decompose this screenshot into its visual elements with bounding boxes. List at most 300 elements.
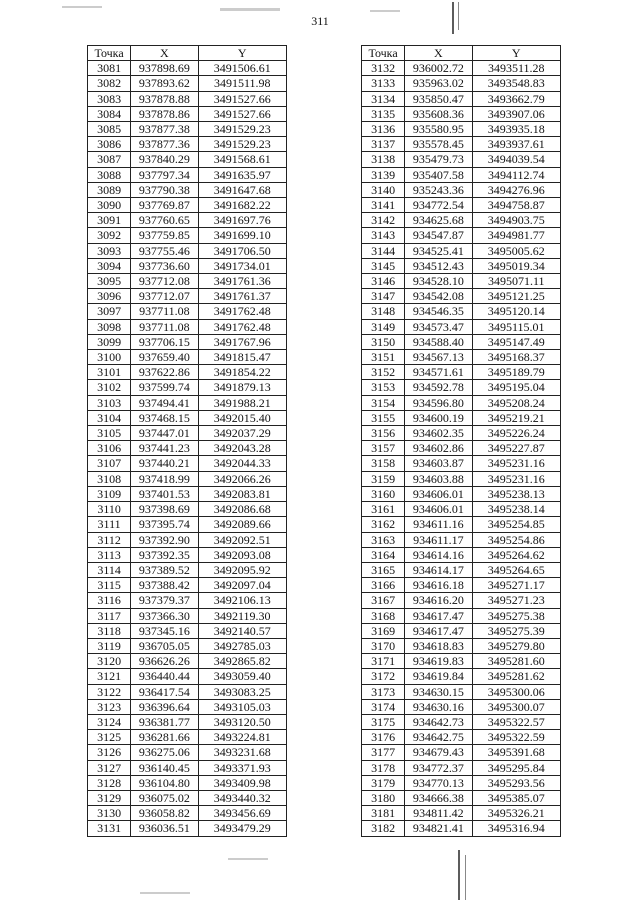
y-cell: 3494276.96: [472, 182, 560, 197]
table-row: [88, 654, 287, 669]
y-cell: 3495264.62: [472, 547, 560, 562]
table-row: [362, 122, 561, 137]
x-cell: 936002.72: [405, 61, 472, 76]
table-row: [88, 122, 287, 137]
y-cell: 3491762.48: [198, 319, 286, 334]
point-cell: 3090: [88, 198, 131, 213]
point-cell: 3159: [362, 471, 405, 486]
point-cell: 3146: [362, 274, 405, 289]
table-row: [88, 608, 287, 623]
y-cell: 3492865.82: [198, 654, 286, 669]
table-row: [362, 334, 561, 349]
x-cell: 935850.47: [405, 91, 472, 106]
y-cell: 3493409.98: [198, 775, 286, 790]
table-row: [88, 426, 287, 441]
table-row: [362, 76, 561, 91]
point-cell: 3148: [362, 304, 405, 319]
header-x: X: [131, 46, 198, 61]
y-cell: 3494903.75: [472, 213, 560, 228]
table-row: [88, 502, 287, 517]
x-cell: 934616.20: [405, 593, 472, 608]
x-cell: 934603.87: [405, 456, 472, 471]
y-cell: 3491568.61: [198, 152, 286, 167]
table-row: [362, 274, 561, 289]
x-cell: 934811.42: [405, 806, 472, 821]
y-cell: 3493440.32: [198, 790, 286, 805]
x-cell: 934600.19: [405, 410, 472, 425]
table-row: [362, 380, 561, 395]
y-cell: 3493937.61: [472, 137, 560, 152]
point-cell: 3147: [362, 289, 405, 304]
point-cell: 3083: [88, 91, 131, 106]
y-cell: 3492044.33: [198, 456, 286, 471]
y-cell: 3492095.92: [198, 562, 286, 577]
table-row: [88, 517, 287, 532]
point-cell: 3149: [362, 319, 405, 334]
y-cell: 3491761.36: [198, 274, 286, 289]
x-cell: 937755.46: [131, 243, 198, 258]
scan-artifact-bottom: [228, 858, 268, 860]
table-row: [88, 441, 287, 456]
y-cell: 3494112.74: [472, 167, 560, 182]
table-row: [88, 790, 287, 805]
point-cell: 3144: [362, 243, 405, 258]
table-row: [362, 213, 561, 228]
point-cell: 3131: [88, 821, 131, 836]
y-cell: 3491511.98: [198, 76, 286, 91]
y-cell: 3495189.79: [472, 365, 560, 380]
table-row: [88, 821, 287, 836]
x-cell: 934666.38: [405, 790, 472, 805]
y-cell: 3495005.62: [472, 243, 560, 258]
x-cell: 937392.35: [131, 547, 198, 562]
y-cell: 3495281.62: [472, 669, 560, 684]
point-cell: 3100: [88, 350, 131, 365]
x-cell: 937840.29: [131, 152, 198, 167]
point-cell: 3108: [88, 471, 131, 486]
x-cell: 935479.73: [405, 152, 472, 167]
point-cell: 3168: [362, 608, 405, 623]
table-row: [362, 517, 561, 532]
y-cell: 3495264.65: [472, 562, 560, 577]
point-cell: 3158: [362, 456, 405, 471]
y-cell: 3492119.30: [198, 608, 286, 623]
table-row: [88, 760, 287, 775]
y-cell: 3494758.87: [472, 198, 560, 213]
page-number: 311: [311, 14, 329, 28]
point-cell: 3152: [362, 365, 405, 380]
x-cell: 937622.86: [131, 365, 198, 380]
x-cell: 934573.47: [405, 319, 472, 334]
coordinates-table-left: [87, 45, 287, 837]
point-cell: 3133: [362, 76, 405, 91]
table-row: [88, 623, 287, 638]
x-cell: 937790.38: [131, 182, 198, 197]
point-cell: 3143: [362, 228, 405, 243]
y-cell: 3491647.68: [198, 182, 286, 197]
point-cell: 3110: [88, 502, 131, 517]
table-row: [362, 441, 561, 456]
table-row: [362, 410, 561, 425]
table-row: [362, 365, 561, 380]
x-cell: 934772.54: [405, 198, 472, 213]
y-cell: 3491697.76: [198, 213, 286, 228]
point-cell: 3086: [88, 137, 131, 152]
x-cell: 937736.60: [131, 258, 198, 273]
table-row: [88, 410, 287, 425]
y-cell: 3491529.23: [198, 122, 286, 137]
x-cell: 934770.13: [405, 775, 472, 790]
table-row: [88, 456, 287, 471]
y-cell: 3491879.13: [198, 380, 286, 395]
point-cell: 3119: [88, 638, 131, 653]
y-cell: 3495322.57: [472, 714, 560, 729]
y-cell: 3495316.94: [472, 821, 560, 836]
point-cell: 3182: [362, 821, 405, 836]
header-y: Y: [472, 46, 560, 61]
y-cell: 3491699.10: [198, 228, 286, 243]
point-cell: 3150: [362, 334, 405, 349]
table-row: [362, 61, 561, 76]
y-cell: 3495275.38: [472, 608, 560, 623]
y-cell: 3491815.47: [198, 350, 286, 365]
x-cell: 934611.16: [405, 517, 472, 532]
x-cell: 934772.37: [405, 760, 472, 775]
point-cell: 3111: [88, 517, 131, 532]
point-cell: 3093: [88, 243, 131, 258]
table-row: [362, 821, 561, 836]
point-cell: 3154: [362, 395, 405, 410]
table-row: [362, 198, 561, 213]
point-cell: 3098: [88, 319, 131, 334]
point-cell: 3106: [88, 441, 131, 456]
point-cell: 3175: [362, 714, 405, 729]
x-cell: 937759.85: [131, 228, 198, 243]
x-cell: 937877.38: [131, 122, 198, 137]
y-cell: 3494039.54: [472, 152, 560, 167]
table-row: [362, 471, 561, 486]
y-cell: 3491988.21: [198, 395, 286, 410]
y-cell: 3495275.39: [472, 623, 560, 638]
point-cell: 3094: [88, 258, 131, 273]
y-cell: 3491761.37: [198, 289, 286, 304]
point-cell: 3084: [88, 106, 131, 121]
point-cell: 3174: [362, 699, 405, 714]
y-cell: 3492015.40: [198, 410, 286, 425]
point-cell: 3137: [362, 137, 405, 152]
y-cell: 3493120.50: [198, 714, 286, 729]
table-row: [88, 547, 287, 562]
y-cell: 3492089.66: [198, 517, 286, 532]
y-cell: 3493059.40: [198, 669, 286, 684]
table-row: [362, 289, 561, 304]
x-cell: 936104.80: [131, 775, 198, 790]
x-cell: 936381.77: [131, 714, 198, 729]
x-cell: 936075.02: [131, 790, 198, 805]
point-cell: 3117: [88, 608, 131, 623]
y-cell: 3495208.24: [472, 395, 560, 410]
x-cell: 934618.83: [405, 638, 472, 653]
x-cell: 934547.87: [405, 228, 472, 243]
point-cell: 3082: [88, 76, 131, 91]
y-cell: 3495231.16: [472, 456, 560, 471]
point-cell: 3142: [362, 213, 405, 228]
point-cell: 3122: [88, 684, 131, 699]
table-row: [88, 684, 287, 699]
point-cell: 3135: [362, 106, 405, 121]
x-cell: 937388.42: [131, 578, 198, 593]
x-cell: 934821.41: [405, 821, 472, 836]
point-cell: 3097: [88, 304, 131, 319]
table-row: [88, 714, 287, 729]
point-cell: 3161: [362, 502, 405, 517]
table-row: [362, 426, 561, 441]
point-cell: 3095: [88, 274, 131, 289]
table-row: [88, 638, 287, 653]
x-cell: 934528.10: [405, 274, 472, 289]
point-cell: 3179: [362, 775, 405, 790]
x-cell: 937395.74: [131, 517, 198, 532]
table-row: [362, 638, 561, 653]
x-cell: 937440.21: [131, 456, 198, 471]
x-cell: 936396.64: [131, 699, 198, 714]
table-row: [362, 350, 561, 365]
table-row: [362, 182, 561, 197]
table-row: [362, 608, 561, 623]
point-cell: 3124: [88, 714, 131, 729]
y-cell: 3491682.22: [198, 198, 286, 213]
point-cell: 3165: [362, 562, 405, 577]
x-cell: 937468.15: [131, 410, 198, 425]
x-cell: 936140.45: [131, 760, 198, 775]
x-cell: 934571.61: [405, 365, 472, 380]
y-cell: 3495238.13: [472, 486, 560, 501]
y-cell: 3493662.79: [472, 91, 560, 106]
point-cell: 3177: [362, 745, 405, 760]
y-cell: 3495231.16: [472, 471, 560, 486]
y-cell: 3493456.69: [198, 806, 286, 821]
x-cell: 934630.16: [405, 699, 472, 714]
point-cell: 3160: [362, 486, 405, 501]
x-cell: 935243.36: [405, 182, 472, 197]
y-cell: 3493511.28: [472, 61, 560, 76]
x-cell: 934619.84: [405, 669, 472, 684]
table-row: [88, 562, 287, 577]
point-cell: 3145: [362, 258, 405, 273]
point-cell: 3104: [88, 410, 131, 425]
table-row: [88, 380, 287, 395]
point-cell: 3102: [88, 380, 131, 395]
x-cell: 936281.66: [131, 730, 198, 745]
y-cell: 3491506.61: [198, 61, 286, 76]
binding-line-bottom: [458, 850, 460, 900]
x-cell: 937345.16: [131, 623, 198, 638]
table-row: [362, 775, 561, 790]
y-cell: 3495120.14: [472, 304, 560, 319]
x-cell: 937401.53: [131, 486, 198, 501]
point-cell: 3116: [88, 593, 131, 608]
header-y: Y: [198, 46, 286, 61]
x-cell: 937494.41: [131, 395, 198, 410]
table-row: [88, 198, 287, 213]
point-cell: 3127: [88, 760, 131, 775]
table-row: [88, 167, 287, 182]
table-row: [88, 152, 287, 167]
y-cell: 3493479.29: [198, 821, 286, 836]
point-cell: 3139: [362, 167, 405, 182]
x-cell: 934679.43: [405, 745, 472, 760]
table-row: [362, 319, 561, 334]
x-cell: 934630.15: [405, 684, 472, 699]
table-row: [88, 350, 287, 365]
x-cell: 937599.74: [131, 380, 198, 395]
scan-artifact-top-left: [62, 6, 102, 8]
y-cell: 3492093.08: [198, 547, 286, 562]
y-cell: 3492086.68: [198, 502, 286, 517]
x-cell: 937366.30: [131, 608, 198, 623]
table-row: [88, 806, 287, 821]
point-cell: 3141: [362, 198, 405, 213]
y-cell: 3492140.57: [198, 623, 286, 638]
y-cell: 3495226.24: [472, 426, 560, 441]
table-row: [88, 182, 287, 197]
point-cell: 3109: [88, 486, 131, 501]
point-cell: 3153: [362, 380, 405, 395]
y-cell: 3495168.37: [472, 350, 560, 365]
x-cell: 934642.73: [405, 714, 472, 729]
x-cell: 937398.69: [131, 502, 198, 517]
point-cell: 3155: [362, 410, 405, 425]
y-cell: 3495322.59: [472, 730, 560, 745]
x-cell: 937711.08: [131, 304, 198, 319]
table-row: [362, 106, 561, 121]
point-cell: 3096: [88, 289, 131, 304]
point-cell: 3172: [362, 669, 405, 684]
y-cell: 3495271.17: [472, 578, 560, 593]
table-row: [88, 137, 287, 152]
table-row: [88, 365, 287, 380]
point-cell: 3114: [88, 562, 131, 577]
point-cell: 3121: [88, 669, 131, 684]
x-cell: 937898.69: [131, 61, 198, 76]
y-cell: 3493105.03: [198, 699, 286, 714]
table-row: [362, 806, 561, 821]
point-cell: 3081: [88, 61, 131, 76]
binding-line-top: [452, 2, 454, 34]
x-cell: 934512.43: [405, 258, 472, 273]
x-cell: 936417.54: [131, 684, 198, 699]
point-cell: 3120: [88, 654, 131, 669]
point-cell: 3151: [362, 350, 405, 365]
table-row: [362, 714, 561, 729]
y-cell: 3492092.51: [198, 532, 286, 547]
x-cell: 935580.95: [405, 122, 472, 137]
table-row: [88, 213, 287, 228]
point-cell: 3088: [88, 167, 131, 182]
x-cell: 937712.07: [131, 289, 198, 304]
y-cell: 3494981.77: [472, 228, 560, 243]
table-row: [88, 745, 287, 760]
point-cell: 3169: [362, 623, 405, 638]
point-cell: 3167: [362, 593, 405, 608]
x-cell: 934567.13: [405, 350, 472, 365]
point-cell: 3136: [362, 122, 405, 137]
table-row: [88, 319, 287, 334]
point-cell: 3103: [88, 395, 131, 410]
x-cell: 934625.68: [405, 213, 472, 228]
point-cell: 3089: [88, 182, 131, 197]
y-cell: 3495238.14: [472, 502, 560, 517]
y-cell: 3495385.07: [472, 790, 560, 805]
x-cell: 934603.88: [405, 471, 472, 486]
table-row: [362, 243, 561, 258]
y-cell: 3495254.86: [472, 532, 560, 547]
x-cell: 937877.36: [131, 137, 198, 152]
table-row: [362, 760, 561, 775]
y-cell: 3495281.60: [472, 654, 560, 669]
y-cell: 3495147.49: [472, 334, 560, 349]
x-cell: 934642.75: [405, 730, 472, 745]
y-cell: 3492097.04: [198, 578, 286, 593]
point-cell: 3164: [362, 547, 405, 562]
y-cell: 3495326.21: [472, 806, 560, 821]
y-cell: 3493371.93: [198, 760, 286, 775]
table-row: [362, 578, 561, 593]
table-row: [362, 304, 561, 319]
x-cell: 936036.51: [131, 821, 198, 836]
scan-artifact-top-center: [220, 8, 280, 11]
point-cell: 3099: [88, 334, 131, 349]
point-cell: 3115: [88, 578, 131, 593]
table-row: [362, 654, 561, 669]
table-row: [88, 304, 287, 319]
point-cell: 3171: [362, 654, 405, 669]
y-cell: 3492106.13: [198, 593, 286, 608]
point-cell: 3092: [88, 228, 131, 243]
x-cell: 934602.35: [405, 426, 472, 441]
y-cell: 3491767.96: [198, 334, 286, 349]
x-cell: 937447.01: [131, 426, 198, 441]
header-point: Точка: [362, 46, 405, 61]
header-point: Точка: [88, 46, 131, 61]
table-header-row: [362, 46, 561, 61]
y-cell: 3495295.84: [472, 760, 560, 775]
point-cell: 3091: [88, 213, 131, 228]
table-row: [88, 395, 287, 410]
x-cell: 934606.01: [405, 502, 472, 517]
coordinates-table-right: [361, 45, 561, 837]
point-cell: 3113: [88, 547, 131, 562]
y-cell: 3493083.25: [198, 684, 286, 699]
x-cell: 934592.78: [405, 380, 472, 395]
x-cell: 934614.16: [405, 547, 472, 562]
y-cell: 3491734.01: [198, 258, 286, 273]
point-cell: 3157: [362, 441, 405, 456]
point-cell: 3138: [362, 152, 405, 167]
y-cell: 3495271.23: [472, 593, 560, 608]
x-cell: 934588.40: [405, 334, 472, 349]
point-cell: 3126: [88, 745, 131, 760]
y-cell: 3495071.11: [472, 274, 560, 289]
table-row: [362, 623, 561, 638]
y-cell: 3493548.83: [472, 76, 560, 91]
point-cell: 3180: [362, 790, 405, 805]
table-row: [362, 91, 561, 106]
table-row: [88, 243, 287, 258]
y-cell: 3491527.66: [198, 91, 286, 106]
table-row: [88, 274, 287, 289]
x-cell: 934542.08: [405, 289, 472, 304]
